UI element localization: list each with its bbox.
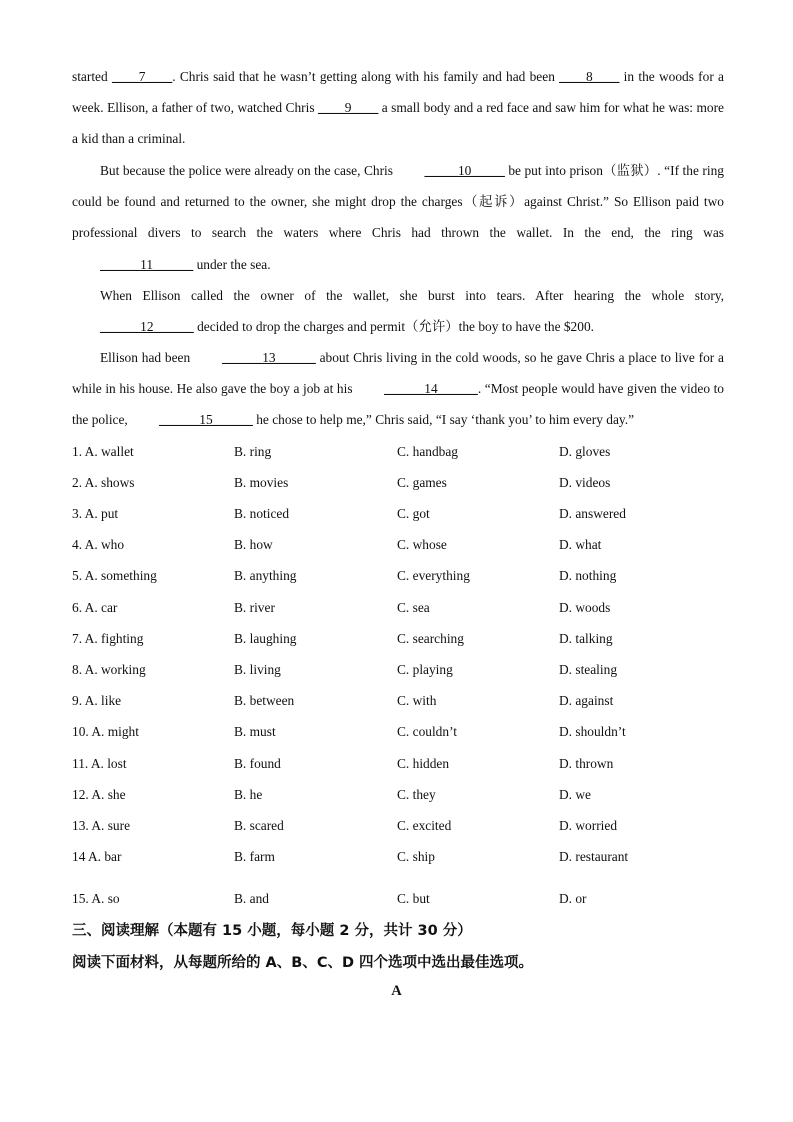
option-a: 2. A. shows	[72, 475, 135, 490]
text: . “Most people would have given the video to the police,	[72, 381, 725, 428]
option-a: 10. A. might	[72, 724, 139, 739]
passage-label: A	[391, 983, 402, 999]
option-b: B. laughing	[234, 631, 297, 646]
question-row-1	[72, 442, 724, 462]
option-c: C. handbag	[397, 444, 458, 459]
blank-13: ______13______	[222, 350, 316, 365]
option-c: C. hidden	[397, 756, 450, 771]
section-heading: 三、阅读理解（本题有 15 小题，每小题 2 分，共计 30 分）	[72, 923, 472, 939]
option-c: C. everything	[397, 568, 470, 583]
option-c: C. whose	[397, 537, 447, 552]
option-b: B. living	[234, 662, 281, 677]
question-row-6	[72, 598, 724, 618]
question-row-3	[72, 504, 724, 524]
option-c: C. got	[397, 506, 430, 521]
question-row-15	[72, 889, 724, 909]
option-d: D. talking	[559, 631, 613, 646]
option-b: B. must	[234, 724, 276, 739]
question-row-4	[72, 535, 724, 555]
text: be put into prison（监狱）. “If the ring could be found and returned to the owner, she might drop the charges（起诉）against Christ.” So Ellison paid two professional divers to search the waters where Chris had thrown the wallet. In the end, the ring was	[72, 163, 724, 241]
option-a: 5. A. something	[72, 568, 157, 583]
option-d: D. thrown	[559, 756, 614, 771]
text: in the woods for a week. Ellison, a father of two, watched Chris	[72, 69, 724, 116]
option-c: C. playing	[397, 662, 453, 677]
option-b: B. found	[234, 756, 281, 771]
option-b: B. anything	[234, 568, 297, 583]
question-row-2	[72, 473, 724, 493]
blank-11: ______11______	[100, 256, 194, 272]
option-a: 14 A. bar	[72, 849, 122, 864]
option-d: D. or	[559, 891, 587, 906]
blank-9: ____9____	[318, 100, 379, 116]
text: When Ellison called the owner of the wallet, she burst into tears. After hearing the whole story,	[100, 288, 724, 303]
question-row-10	[72, 722, 724, 742]
section-instruction: 阅读下面材料，从每题所给的 A、B、C、D 四个选项中选出最佳选项。	[72, 955, 534, 971]
option-b: B. movies	[234, 475, 289, 490]
question-row-5	[72, 566, 724, 586]
blank-10: _____10_____	[424, 163, 505, 178]
option-b: B. river	[234, 600, 275, 615]
blank-8: ____8____	[559, 69, 620, 84]
option-a: 1. A. wallet	[72, 444, 134, 459]
option-b: B. how	[234, 537, 273, 552]
option-d: D. restaurant	[559, 849, 629, 864]
blank-14: ______14______	[384, 381, 478, 397]
option-d: D. woods	[559, 600, 611, 615]
option-b: B. ring	[234, 444, 272, 459]
passage-paragraph-3	[72, 280, 724, 342]
question-row-12	[72, 785, 724, 805]
option-d: D. we	[559, 787, 591, 802]
text: Ellison had been	[100, 350, 195, 365]
option-d: D. stealing	[559, 662, 618, 677]
option-a: 13. A. sure	[72, 818, 131, 833]
text: about Chris living in the cold woods, so he gave Chris a place to live for a while in his house. He also gave the boy a job at his	[72, 350, 724, 397]
option-c: C. with	[397, 693, 437, 708]
text: decided to drop the charges and permit（允许）the boy to have the $200.	[193, 319, 594, 335]
option-a: 7. A. fighting	[72, 631, 144, 646]
question-row-13	[72, 816, 724, 836]
option-b: B. between	[234, 693, 295, 708]
option-c: C. searching	[397, 631, 464, 646]
option-b: B. farm	[234, 849, 275, 864]
option-a: 9. A. like	[72, 693, 122, 708]
option-a: 3. A. put	[72, 506, 119, 521]
blank-12: ______12______	[100, 319, 194, 335]
text: under the sea.	[193, 256, 271, 272]
option-d: D. videos	[559, 475, 611, 490]
option-a: 8. A. working	[72, 662, 146, 677]
option-d: D. nothing	[559, 568, 617, 583]
question-row-8	[72, 660, 724, 680]
option-d: D. gloves	[559, 444, 611, 459]
option-b: B. he	[234, 787, 263, 802]
option-d: D. shouldn’t	[559, 724, 626, 739]
blank-15: ______15______	[159, 412, 253, 428]
text: started	[72, 69, 112, 84]
option-a: 15. A. so	[72, 891, 120, 906]
passage-paragraph-1	[72, 61, 724, 155]
text: a small body and a red face and saw him for what he was: more a kid than a criminal.	[72, 100, 724, 147]
option-a: 12. A. she	[72, 787, 126, 802]
question-row-14	[72, 847, 724, 867]
option-a: 6. A. car	[72, 600, 118, 615]
option-d: D. against	[559, 693, 614, 708]
blank-7: ____7____	[111, 69, 173, 84]
passage-paragraph-2	[72, 155, 724, 280]
question-row-9	[72, 691, 724, 711]
option-b: B. and	[234, 891, 269, 906]
option-c: C. sea	[397, 600, 430, 615]
option-b: B. scared	[234, 818, 284, 833]
option-c: C. but	[397, 891, 430, 906]
option-b: B. noticed	[234, 506, 290, 521]
text: he chose to help me,” Chris said, “I say ‘thank you’ to him every day.”	[252, 412, 635, 428]
option-c: C. excited	[397, 818, 452, 833]
option-a: 11. A. lost	[72, 756, 127, 771]
text: But because the police were already on the case, Chris	[100, 163, 397, 178]
option-c: C. games	[397, 475, 447, 490]
option-c: C. couldn’t	[397, 724, 458, 739]
text: . Chris said that he wasn’t getting along with his family and had been	[172, 69, 560, 84]
option-c: C. they	[397, 787, 436, 802]
question-row-7	[72, 629, 724, 649]
option-d: D. what	[559, 537, 602, 552]
option-c: C. ship	[397, 849, 435, 864]
question-row-11	[72, 754, 724, 774]
passage-paragraph-4	[72, 342, 724, 436]
option-d: D. answered	[559, 506, 626, 521]
option-d: D. worried	[559, 818, 618, 833]
option-a: 4. A. who	[72, 537, 125, 552]
